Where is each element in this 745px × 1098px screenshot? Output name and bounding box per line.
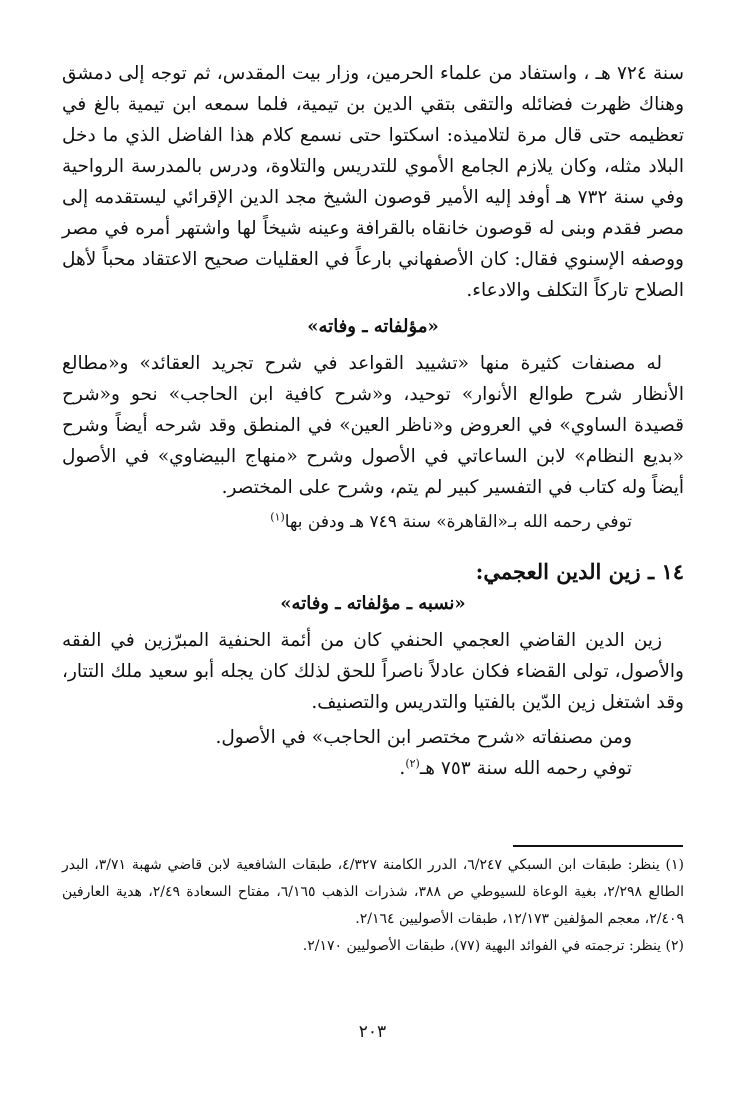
footnote-2: (٢) ينظر: ترجمته في الفوائد البهية (٧٧)، طبقات الأصوليين ٢/١٧٠. (302, 938, 684, 954)
death-text: توفي رحمه الله بـ«القاهرة» سنة ٧٤٩ هـ ودفن بها (284, 512, 632, 532)
footnotes (62, 852, 684, 960)
entry-works: ومن مصنفاته «شرح مختصر ابن الحاجب» في الأصول. (215, 727, 632, 748)
entry-death-end: . (399, 758, 406, 779)
entry-death-line (62, 753, 684, 784)
entry-heading: «نسبه ـ مؤلفاته ـ وفاته» (280, 593, 466, 614)
footnote-ref-1[interactable]: (١) (270, 510, 285, 524)
footnote-1: (١) ينظر: طبقات ابن السبكي ٦/٢٤٧، الدرر الكامنة ٤/٣٢٧، طبقات الشافعية لابن قاضي شهبة ٣/٧١، البدر الطالع ٢/٢٩٨، بغية الوعاة للسيوطي ص ٣٨٨، شذرات الذهب ٦/١٦٥، مفتاح السعادة ٢/٤٩، هدية العارفين ٢/٤٠٩، معجم المؤلفين ١٢/١٧٣، طبقات الأصوليين ٢/١٦٤. (62, 857, 684, 927)
entry-paragraph: زين الدين القاضي العجمي الحنفي كان من أئمة الحنفية المبرّزين في الفقه والأصول، تولى القضاء فكان عادلاً ناصراً للحق لذلك كان يجله أبو سعيد ملك التتار، وقد اشتغل زين الدّين بالفتيا والتدريس والتصنيف. (62, 630, 684, 713)
works-paragraph: له مصنفات كثيرة منها «تشييد القواعد في شرح تجريد العقائد» و«مطالع الأنظار شرح طوالع الأنوار» توحيد، و«شرح كافية ابن الحاجب» نحو و«شرح قصيدة الساوي» في العروض و«ناظر العين» في المنطق وقد شرحه أيضاً وشرح «بديع النظام» لابن الساعاتي في الأصول وشرح «منهاج البيضاوي» في الأصول أيضاً وله كتاب في التفسير كبير لم يتم، وشرح على المختصر. (62, 353, 684, 498)
footnote-ref-2[interactable]: (٢) (405, 756, 420, 770)
death-line (62, 507, 684, 537)
entry-title: ١٤ ـ زين الدين العجمي: (475, 559, 684, 584)
footnote-separator (513, 845, 683, 847)
entry-death-text: توفي رحمه الله سنة ٧٥٣ هـ (419, 758, 632, 779)
page-number: ٢٠٣ (358, 1022, 387, 1042)
works-death-heading: «مؤلفاته ـ وفاته» (307, 316, 439, 337)
intro-paragraph: سنة ٧٢٤ هـ ، واستفاد من علماء الحرمين، وزار بيت المقدس، ثم توجه إلى دمشق وهناك ظهرت فضائله والتقى بتقي الدين بن تيمية، فلما سمعه ابن تيمية بالغ في تعظيمه حتى قال مرة لتلاميذه: اسكتوا حتى نسمع كلام هذا الفاضل الذي ما دخل البلاد مثله، وكان يلازم الجامع الأموي للتدريس والتلاوة، ودرس بالمدرسة الرواحية وفي سنة ٧٣٢ هـ أوفد إليه الأمير قوصون الشيخ مجد الدين الإقرائي ليستقدمه إلى مصر فقدم وبنى له قوصون خانقاه بالقرافة وعينه شيخاً لها واشتهر أمره في مصر ووصفه الإسنوي فقال: كان الأصفهاني بارعاً في العقليات صحيح الاعتقاد محباً لأهل الصلاح تاركاً التكلف والادعاء. (62, 63, 684, 301)
page-body (62, 58, 684, 784)
